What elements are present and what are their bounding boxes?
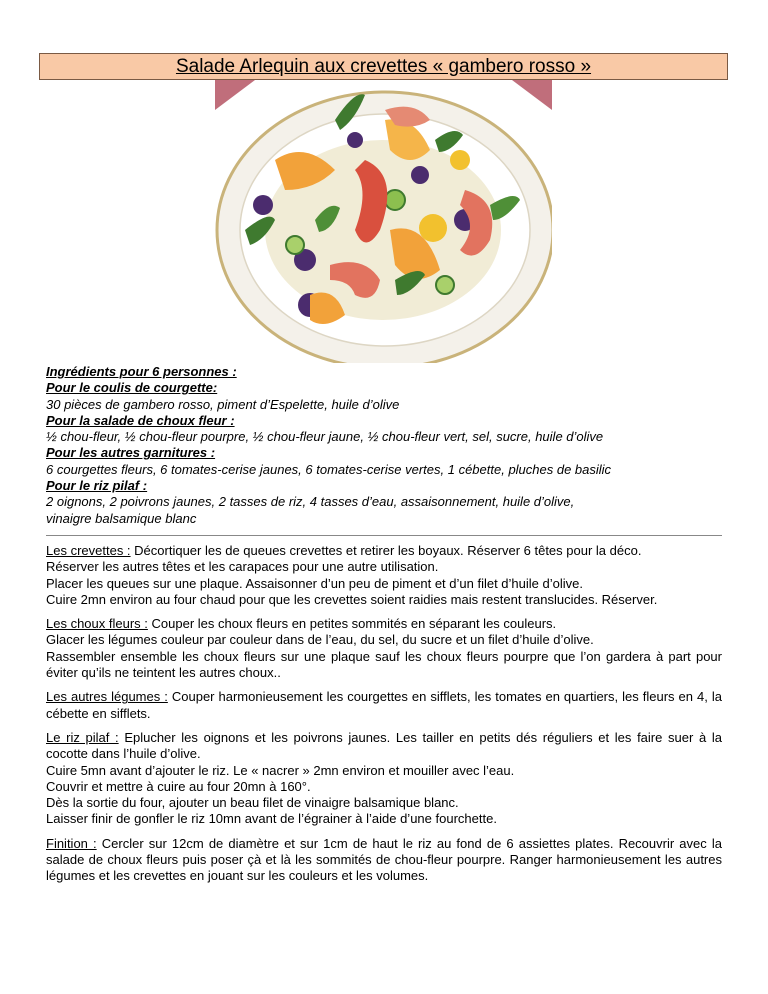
ingredients-heading: Ingrédients pour 6 personnes : [46, 364, 237, 379]
ingredients-subheading: Pour le riz pilaf : [46, 478, 148, 494]
ingredients-subheading: Pour la salade de choux fleur : [46, 412, 235, 428]
step-text: Dès la sortie du four, ajouter un beau filet de vinaigre balsamique blanc. [46, 795, 459, 811]
step-text: Placer les queues sur une plaque. Assaisonner d’un peu de piment et d’un filet d’huile d’olive. [46, 575, 583, 591]
step-text: Décortiquer les de queues crevettes et retirer les boyaux. Réserver 6 têtes pour la déco. [134, 543, 642, 558]
step-choux-fleurs [46, 616, 722, 681]
step-crevettes [46, 543, 722, 608]
step-text: Réserver les autres têtes et les carapaces pour une autre utilisation. [46, 559, 439, 575]
ingredients-line: 30 pièces de gambero rosso, piment d’Espelette, huile d’olive [46, 396, 400, 412]
plated-salad-photo [215, 80, 552, 363]
step-text: Couvrir et mettre à cuire au four 20mn à 160°. [46, 778, 311, 794]
step-finition [46, 836, 722, 885]
step-label: Les choux fleurs : [46, 616, 148, 632]
ingredients-line: 6 courgettes fleurs, 6 tomates-cerise jaunes, 6 tomates-cerise vertes, 1 cébette, pluches de basilic [46, 461, 612, 477]
step-riz-pilaf [46, 730, 722, 828]
ingredients-list [46, 364, 726, 527]
ingredients-line: 2 oignons, 2 poivrons jaunes, 2 tasses de riz, 4 tasses d’eau, assaisonnement, huile d’olive, [46, 494, 575, 510]
step-text: Rassembler ensemble les choux fleurs sur une plaque sauf les choux fleurs pourpre que l’on gardera à part pour éviter qu’ils ne teintent les autres choux.. [46, 648, 722, 681]
step-text: Cuire 5mn avant d’ajouter le riz. Le « nacrer » 2mn environ et mouiller avec l’eau. [46, 762, 515, 778]
section-divider [46, 535, 722, 536]
dish-photo [215, 80, 552, 363]
ingredients-line: vinaigre balsamique blanc [46, 510, 197, 526]
ingredients-subheading: Pour le coulis de courgette: [46, 380, 218, 396]
step-text: Couper harmonieusement les courgettes en sifflets, les tomates en quartiers, les fleurs en 4, la cébette en sifflets. [46, 689, 722, 721]
step-label: Le riz pilaf : [46, 729, 119, 745]
step-autres-legumes [46, 689, 722, 722]
step-label: Les crevettes : [46, 543, 131, 558]
page-title: Salade Arlequin aux crevettes « gambero rosso » [39, 53, 728, 80]
step-text: Laisser finir de gonfler le riz 10mn avant de l’égrainer à l’aide d’une fourchette. [46, 811, 497, 827]
step-text: Couper les choux fleurs en petites sommités en séparant les couleurs. [151, 616, 557, 632]
step-text: Eplucher les oignons et les poivrons jaunes. Les tailler en petits dés réguliers et les faire suer à la cocotte dans l’huile d’olive. [46, 729, 722, 762]
ingredients-line: ½ chou-fleur, ½ chou-fleur pourpre, ½ chou-fleur jaune, ½ chou-fleur vert, sel, sucre, huile d’olive [46, 429, 604, 445]
step-text: Glacer les légumes couleur par couleur dans de l’eau, du sel, du sucre et un filet d’huile d’olive. [46, 632, 594, 648]
step-text: Cercler sur 12cm de diamètre et sur 1cm de haut le riz au fond de 6 assiettes plates. Recouvrir avec la salade de choux fleurs puis poser çà et là les sommités de chou-fleur pourpre. Ranger harmonieusement les autres légumes et les crevettes en jouant sur les couleurs et les volumes. [46, 835, 722, 884]
ingredients-subheading: Pour les autres garnitures : [46, 445, 216, 461]
recipe-steps [46, 543, 722, 893]
step-text: Cuire 2mn environ au four chaud pour que les crevettes soient raidies mais restent translucides. Réserver. [46, 591, 658, 607]
step-label: Les autres légumes : [46, 689, 168, 705]
step-label: Finition : [46, 835, 97, 851]
